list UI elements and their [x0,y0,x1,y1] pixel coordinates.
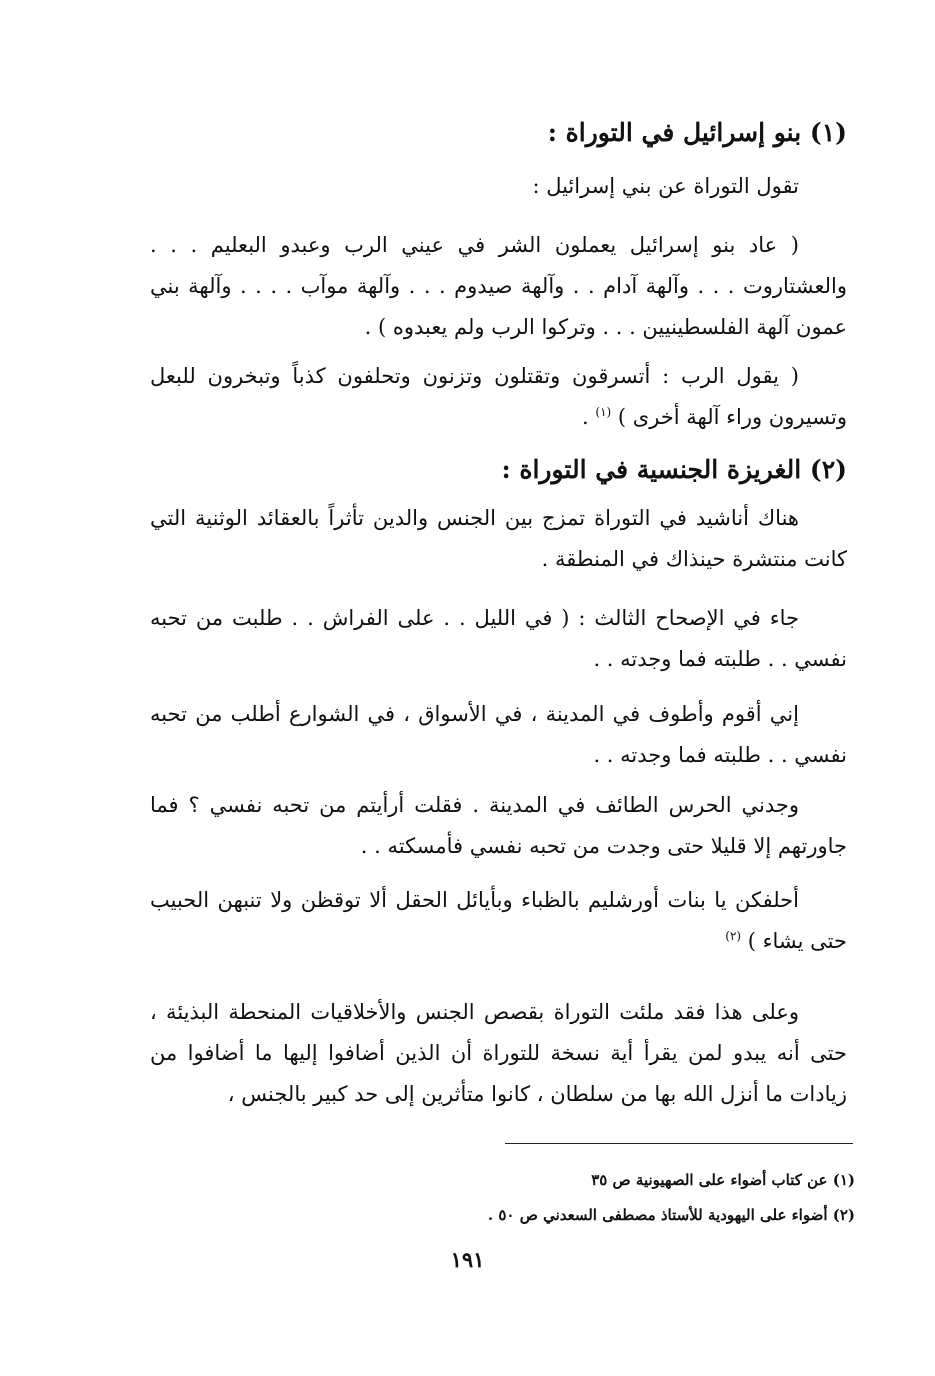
intro-text: تقول التوراة عن بني إسرائيل : [532,174,799,198]
paragraph-chapter-three: جاء في الإصحاح الثالث : ( في الليل . . على الفراش . . طلبت من تحبه نفسي . . طلبته فما وجدته . . [150,606,847,671]
paragraph-oath [150,880,847,962]
footnote-divider [505,1143,853,1144]
paragraph-watchmen: وجدني الحرس الطائف في المدينة . فقلت أرأيتم من تحبه نفسي ؟ فما جاورتهم إلا قليلا حتى وجدت من تحبه نفسي فأمسكته . . [150,793,847,858]
quote-paragraph-1: ( عاد بنو إسرائيل يعملون الشر في عيني الرب وعبدو البعليم . . . والعشتاروت . . . وآلهة آدام . . وآلهة صيدوم . . . وآلهة موآب . . . . وآلهة بني عمون آلهة الفلسطينيين . . . وتركوا الرب ولم يعبدوه ) . [150,233,847,339]
intro-paragraph [150,166,847,207]
paragraph-city-search: إني أقوم وأطوف في المدينة ، في الأسواق ، في الشوارع أطلب من تحبه نفسي . . طلبته فما وجدته . . [150,702,847,767]
footnote-1: (١) عن كتاب أضواء على الصهيونية ص ٣٥ [591,1171,855,1189]
paragraph-hymns: هناك أناشيد في التوراة تمزج بين الجنس والدين تأثراً بالعقائد الوثنية التي كانت منتشرة حينذاك في المنطقة . [150,506,847,571]
footnote-2: (٢) أضواء على اليهودية للأستاذ مصطفى السعدني ص ٥٠ . [487,1206,855,1224]
footnote-ref-1: (١) [595,405,612,419]
quote-2-end: . [582,405,596,429]
footnote-ref-2: (٢) [725,929,742,943]
oath-text: أحلفكن يا بنات أورشليم بالظباء وبأيائل الحقل ألا توقظن ولا تنبهن الحبيب حتى يشاء ) [150,888,847,953]
page-number: ١٩١ [450,1247,485,1272]
quote-paragraph-2 [150,356,847,438]
paragraph-conclusion: وعلى هذا فقد ملئت التوراة بقصص الجنس والأخلاقيات المنحطة البذيئة ، حتى أنه يبدو لمن يقرأ أية نسخة للتوراة أن الذين أضافوا إليها ما أضافوا من زيادات ما أنزل الله بها من سلطان ، كانوا متأثرين إلى حد كبير بالجنس ، [150,1000,847,1106]
section-heading-1: (١) بنو إسرائيل في التوراة : [547,118,847,147]
section-heading-2: (٢) الغريزة الجنسية في التوراة : [501,455,847,484]
quote-2-text: ( يقول الرب : أتسرقون وتقتلون وتزنون وتحلفون كذباً وتبخرون للبعل وتسيرون وراء آلهة أخرى ) [150,364,847,429]
